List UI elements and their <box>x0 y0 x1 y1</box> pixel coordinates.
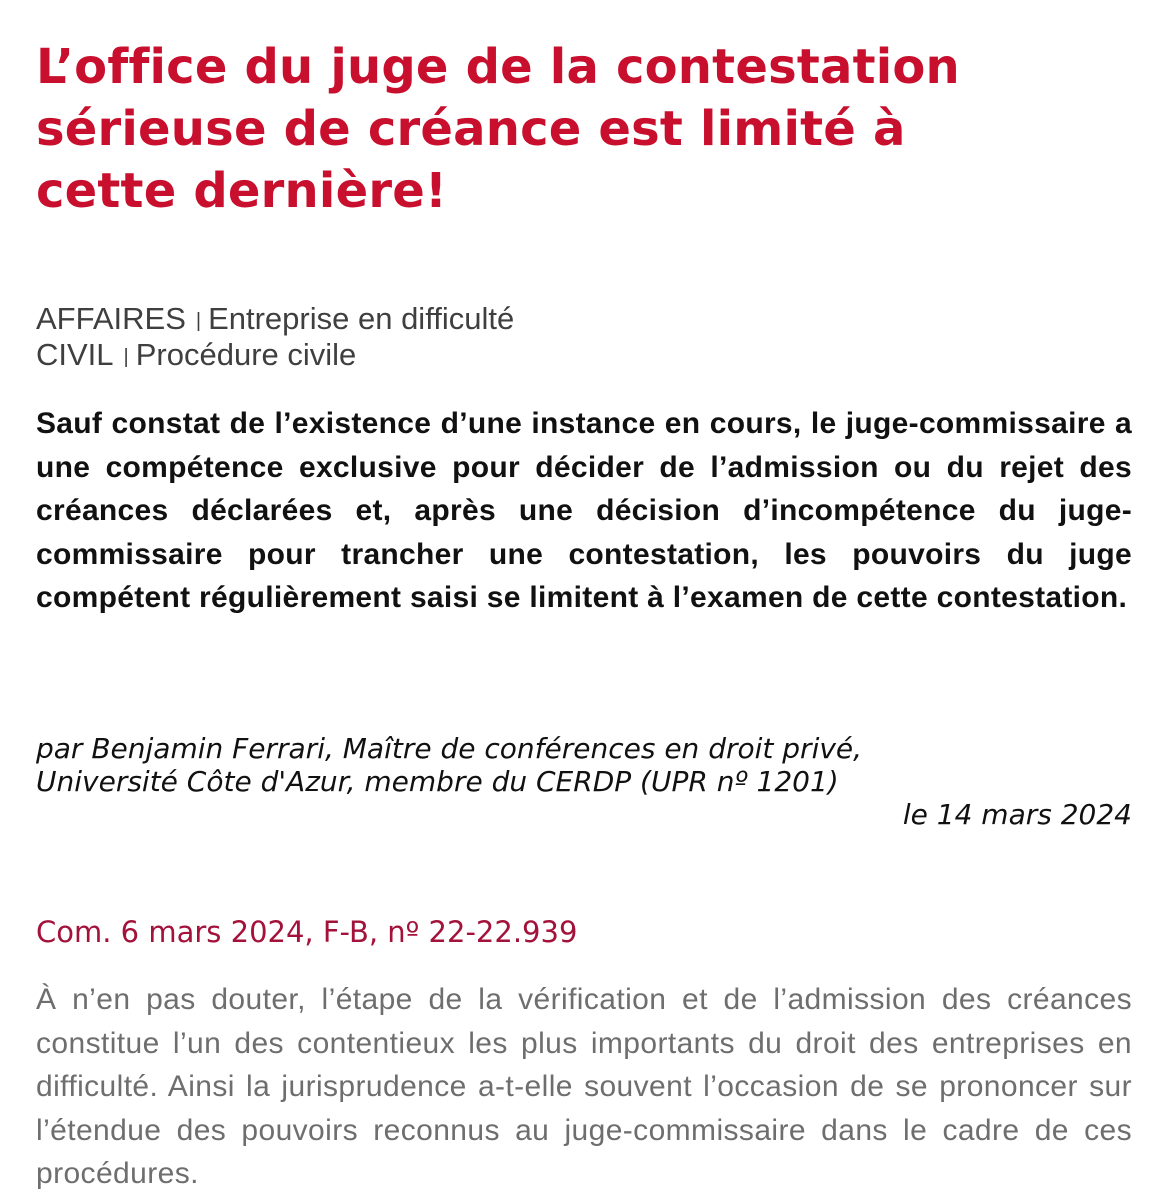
category-separator: | <box>195 310 202 332</box>
category-topic[interactable]: Procédure civile <box>135 337 357 372</box>
article-title: L’office du juge de la contestation sérieuse de créance est limité à cette dernière! <box>36 39 960 219</box>
publication-date: le 14 mars 2024 <box>902 798 1132 831</box>
category-separator: | <box>123 346 129 368</box>
category-row-civil <box>36 338 514 374</box>
author-byline <box>36 732 1132 831</box>
category-section[interactable]: AFFAIRES <box>36 301 186 336</box>
category-row-affaires <box>36 302 514 338</box>
category-list <box>36 302 514 374</box>
category-topic[interactable]: Entreprise en difficulté <box>208 301 515 336</box>
category-section[interactable]: CIVIL <box>36 337 114 372</box>
decision-reference: Com. 6 mars 2024, F-B, nº 22-22.939 <box>36 915 578 949</box>
article-body: À n’en pas douter, l’étape de la vérification et de l’admission des créances constitue l’un des contentieux les plus importants du droit des entreprises en difficulté. Ainsi la jurisprudence a-t-elle souvent l’occasion de se prononcer sur l’étendue des pouvoirs reconnus au juge-commissaire dans le cadre de ces procédures. <box>36 983 1132 1190</box>
article-summary: Sauf constat de l’existence d’une instance en cours, le juge-commissaire a une compétence exclusive pour décider de l’admission ou du rejet des créances déclarées et, après une décision d’incompétence du juge-commissaire pour trancher une contestation, les pouvoirs du juge compétent régulièrement saisi se limitent à l’examen de cette contestation. <box>36 407 1132 614</box>
byline-affiliation: Université Côte d'Azur, membre du CERDP (UPR nº 1201) <box>36 765 839 798</box>
byline-author: par Benjamin Ferrari, Maître de conférences en droit privé, <box>36 732 863 765</box>
